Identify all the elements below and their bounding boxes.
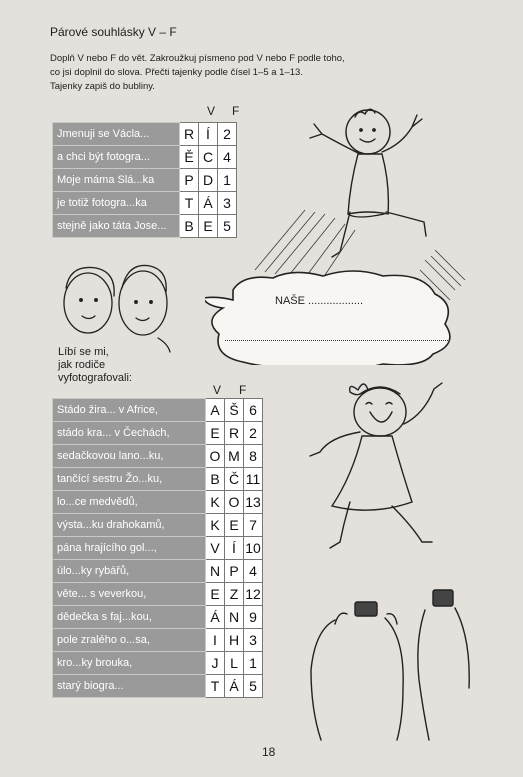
- table-row: [53, 560, 263, 583]
- word-cell: tančící sestru Žo...ku,: [53, 468, 206, 491]
- f-letter-box[interactable]: Č: [225, 468, 244, 491]
- bubble-answer-line-2[interactable]: [225, 340, 450, 341]
- word-cell: Moje máma Slá...ka: [53, 169, 180, 192]
- v-letter-box[interactable]: P: [180, 169, 199, 192]
- table-row: [53, 468, 263, 491]
- table-row: [53, 606, 263, 629]
- word-cell: věte... s veverkou,: [53, 583, 206, 606]
- photographers-illustration: [295, 590, 475, 740]
- f-letter-box[interactable]: Í: [225, 537, 244, 560]
- table-row: [53, 514, 263, 537]
- v-letter-box[interactable]: T: [180, 192, 199, 215]
- v-letter-box[interactable]: T: [206, 675, 225, 698]
- f-letter-box[interactable]: D: [199, 169, 218, 192]
- bubble-label: NAŠE: [275, 295, 305, 307]
- word-cell: úlo...ky rybářů,: [53, 560, 206, 583]
- order-number-box: 1: [218, 169, 237, 192]
- order-number-box: 12: [244, 583, 263, 606]
- f-letter-box[interactable]: C: [199, 146, 218, 169]
- header-f: F: [232, 104, 240, 118]
- order-number-box: 2: [244, 422, 263, 445]
- v-letter-box[interactable]: R: [180, 123, 199, 146]
- table-row: [53, 491, 263, 514]
- instructions: [50, 52, 470, 94]
- table-row: [53, 537, 263, 560]
- table-row: [53, 169, 237, 192]
- f-letter-box[interactable]: L: [225, 652, 244, 675]
- header-v: V: [207, 104, 216, 118]
- bubble-dots: ..................: [308, 295, 364, 307]
- v-letter-box[interactable]: J: [206, 652, 225, 675]
- exercise-table-2: [52, 398, 263, 698]
- v-letter-box[interactable]: E: [206, 583, 225, 606]
- f-letter-box[interactable]: Á: [225, 675, 244, 698]
- f-letter-box[interactable]: P: [225, 560, 244, 583]
- word-cell: stádo kra... v Čechách,: [53, 422, 206, 445]
- intro-line: vyfotografovali:: [58, 372, 132, 384]
- word-cell: Stádo žira... v Africe,: [53, 399, 206, 422]
- v-letter-box[interactable]: A: [206, 399, 225, 422]
- word-cell: výsta...ku drahokamů,: [53, 514, 206, 537]
- v-letter-box[interactable]: K: [206, 514, 225, 537]
- table-row: [53, 583, 263, 606]
- order-number-box: 2: [218, 123, 237, 146]
- order-number-box: 5: [218, 215, 237, 238]
- v-letter-box[interactable]: V: [206, 537, 225, 560]
- v-letter-box[interactable]: Ě: [180, 146, 199, 169]
- table-row: [53, 215, 237, 238]
- v-letter-box[interactable]: I: [206, 629, 225, 652]
- table-row: [53, 192, 237, 215]
- order-number-box: 1: [244, 652, 263, 675]
- order-number-box: 4: [218, 146, 237, 169]
- parents-faces-illustration: [48, 258, 178, 353]
- f-letter-box[interactable]: N: [225, 606, 244, 629]
- table-row: [53, 445, 263, 468]
- word-cell: stejně jako táta Jose...: [53, 215, 180, 238]
- f-letter-box[interactable]: Á: [199, 192, 218, 215]
- f-letter-box[interactable]: M: [225, 445, 244, 468]
- order-number-box: 5: [244, 675, 263, 698]
- word-cell: je totiž fotogra...ka: [53, 192, 180, 215]
- table-row: [53, 675, 263, 698]
- exercise-table-1: [52, 122, 237, 238]
- order-number-box: 6: [244, 399, 263, 422]
- f-letter-box[interactable]: Z: [225, 583, 244, 606]
- v-letter-box[interactable]: O: [206, 445, 225, 468]
- order-number-box: 11: [244, 468, 263, 491]
- intro-text: [58, 346, 132, 385]
- table-row: [53, 399, 263, 422]
- v-letter-box[interactable]: K: [206, 491, 225, 514]
- table-row: [53, 652, 263, 675]
- table-row: [53, 123, 237, 146]
- order-number-box: 7: [244, 514, 263, 537]
- speech-bubble: [205, 270, 460, 365]
- order-number-box: 3: [218, 192, 237, 215]
- f-letter-box[interactable]: O: [225, 491, 244, 514]
- v-letter-box[interactable]: B: [180, 215, 199, 238]
- f-letter-box[interactable]: Š: [225, 399, 244, 422]
- order-number-box: 13: [244, 491, 263, 514]
- word-cell: pána hrajícího gol...,: [53, 537, 206, 560]
- order-number-box: 4: [244, 560, 263, 583]
- intro-line: jak rodiče: [58, 359, 106, 371]
- v-letter-box[interactable]: E: [206, 422, 225, 445]
- header-v-2: V: [213, 383, 222, 397]
- f-letter-box[interactable]: Í: [199, 123, 218, 146]
- word-cell: kro...ky brouka,: [53, 652, 206, 675]
- instruction-line: Tajenky zapiš do bubliny.: [50, 81, 155, 92]
- word-cell: Jmenuji se Václa...: [53, 123, 180, 146]
- instruction-line: Doplň V nebo F do vět. Zakroužkuj písmeno pod V nebo F podle toho,: [50, 53, 345, 64]
- f-letter-box[interactable]: E: [199, 215, 218, 238]
- v-letter-box[interactable]: N: [206, 560, 225, 583]
- instruction-line: co jsi doplnil do slova. Přečti tajenky podle čísel 1–5 a 1–13.: [50, 67, 303, 78]
- table-row: [53, 629, 263, 652]
- table-row: [53, 146, 237, 169]
- v-letter-box[interactable]: B: [206, 468, 225, 491]
- word-cell: starý biogra...: [53, 675, 206, 698]
- word-cell: a chci být fotogra...: [53, 146, 180, 169]
- v-letter-box[interactable]: Á: [206, 606, 225, 629]
- order-number-box: 9: [244, 606, 263, 629]
- order-number-box: 10: [244, 537, 263, 560]
- word-cell: dědečka s faj...kou,: [53, 606, 206, 629]
- girl-illustration: [300, 372, 470, 572]
- word-cell: pole zralého o...sa,: [53, 629, 206, 652]
- word-cell: lo...ce medvědů,: [53, 491, 206, 514]
- order-number-box: 8: [244, 445, 263, 468]
- page-number: 18: [262, 745, 276, 759]
- table-row: [53, 422, 263, 445]
- page-title: Párové souhlásky V – F: [50, 25, 177, 39]
- word-cell: sedačkovou lano...ku,: [53, 445, 206, 468]
- order-number-box: 3: [244, 629, 263, 652]
- f-letter-box[interactable]: H: [225, 629, 244, 652]
- header-f-2: F: [239, 383, 247, 397]
- bubble-answer-line[interactable]: [275, 295, 363, 307]
- intro-line: Líbí se mi,: [58, 346, 109, 358]
- f-letter-box[interactable]: E: [225, 514, 244, 537]
- f-letter-box[interactable]: R: [225, 422, 244, 445]
